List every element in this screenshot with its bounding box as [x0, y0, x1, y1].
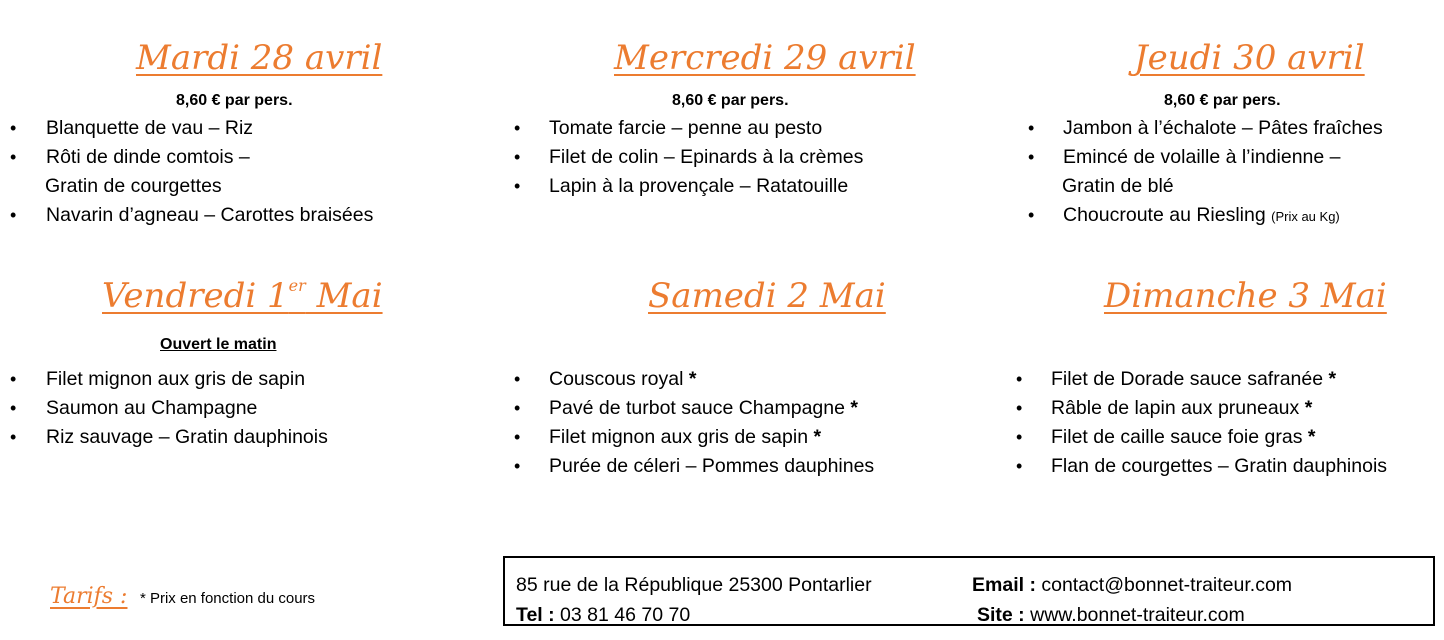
- list-item: • Filet de Dorade sauce safranée *: [1016, 365, 1387, 394]
- contact-site[interactable]: Site : www.bonnet-traiteur.com: [977, 604, 1245, 626]
- bullet-icon: •: [1028, 205, 1035, 225]
- bullet-icon: •: [10, 427, 17, 447]
- menu-list: [1016, 365, 1387, 481]
- list-item: • Navarin d’agneau – Carottes braisées: [10, 201, 373, 230]
- star-mark: *: [813, 426, 822, 448]
- list-item: • Tomate farcie – penne au pesto: [514, 114, 863, 143]
- bullet-icon: •: [1016, 427, 1023, 447]
- bullet-icon: •: [514, 456, 521, 476]
- day-title: Mardi 28 avril: [136, 38, 383, 78]
- list-item: • Filet de colin – Epinards à la crèmes: [514, 143, 863, 172]
- bullet-icon: •: [1016, 456, 1023, 476]
- contact-box: [503, 556, 1435, 626]
- bullet-icon: •: [10, 205, 17, 225]
- star-mark: *: [1304, 397, 1313, 419]
- list-item: • Filet mignon aux gris de sapin *: [514, 423, 874, 452]
- bullet-icon: •: [514, 118, 521, 138]
- star-mark: *: [1328, 368, 1337, 390]
- tarifs: [50, 584, 315, 609]
- site-link[interactable]: www.bonnet-traiteur.com: [1024, 604, 1245, 626]
- menu-list: [1028, 114, 1383, 231]
- star-mark: *: [1307, 426, 1316, 448]
- bullet-icon: •: [1028, 118, 1035, 138]
- bullet-icon: •: [514, 147, 521, 167]
- list-item: • Flan de courgettes – Gratin dauphinois: [1016, 452, 1387, 481]
- price-note: (Prix au Kg): [1271, 209, 1340, 224]
- list-item: • Blanquette de vau – Riz: [10, 114, 373, 143]
- bullet-icon: •: [1016, 398, 1023, 418]
- day-title: Samedi 2 Mai: [648, 276, 886, 316]
- list-item: • Jambon à l’échalote – Pâtes fraîches: [1028, 114, 1383, 143]
- contact-tel: Tel : 03 81 46 70 70: [516, 604, 691, 626]
- menu-list: [10, 365, 328, 452]
- email-link[interactable]: contact@bonnet-traiteur.com: [1035, 574, 1293, 596]
- list-item: • Rôti de dinde comtois – Gratin de courgettes: [10, 143, 373, 201]
- opening-note: Ouvert le matin: [160, 336, 277, 353]
- day-price: 8,60 € par pers.: [672, 92, 789, 109]
- star-mark: *: [850, 397, 858, 419]
- bullet-icon: •: [10, 147, 17, 167]
- bullet-icon: •: [514, 398, 521, 418]
- list-item: • Filet de caille sauce foie gras *: [1016, 423, 1387, 452]
- list-item: • Choucroute au Riesling (Prix au Kg): [1028, 201, 1383, 231]
- bullet-icon: •: [1016, 369, 1023, 389]
- day-price: 8,60 € par pers.: [176, 92, 293, 109]
- day-title: Mercredi 29 avril: [614, 38, 916, 78]
- bullet-icon: •: [514, 176, 521, 196]
- star-mark: *: [688, 368, 697, 390]
- list-item: • Saumon au Champagne: [10, 394, 328, 423]
- list-item: • Couscous royal *: [514, 365, 874, 394]
- bullet-icon: •: [514, 427, 521, 447]
- menu-list: [10, 114, 373, 230]
- bullet-icon: •: [1028, 147, 1035, 167]
- list-item: • Râble de lapin aux pruneaux *: [1016, 394, 1387, 423]
- contact-email[interactable]: Email : contact@bonnet-traiteur.com: [972, 574, 1293, 596]
- day-title: Dimanche 3 Mai: [1104, 276, 1387, 316]
- list-item: • Riz sauvage – Gratin dauphinois: [10, 423, 328, 452]
- bullet-icon: •: [10, 118, 17, 138]
- contact-address: 85 rue de la République 25300 Pontarlier: [516, 574, 872, 596]
- list-item: • Purée de céleri – Pommes dauphines: [514, 452, 874, 481]
- bullet-icon: •: [10, 369, 17, 389]
- list-item: • Emincé de volaille à l’indienne – Gratin de blé: [1028, 143, 1383, 201]
- list-item: • Lapin à la provençale – Ratatouille: [514, 172, 863, 201]
- day-title: Jeudi 30 avril: [1134, 38, 1365, 78]
- bullet-icon: •: [514, 369, 521, 389]
- tarifs-label: Tarifs :: [50, 584, 128, 609]
- day-title: Vendredi 1er Mai: [102, 276, 383, 316]
- tarifs-note: * Prix en fonction du cours: [139, 590, 316, 607]
- day-price: 8,60 € par pers.: [1164, 92, 1281, 109]
- list-item: • Filet mignon aux gris de sapin: [10, 365, 328, 394]
- bullet-icon: •: [10, 398, 17, 418]
- list-item: • Pavé de turbot sauce Champagne *: [514, 394, 874, 423]
- menu-list: [514, 365, 874, 481]
- menu-list: [514, 114, 863, 201]
